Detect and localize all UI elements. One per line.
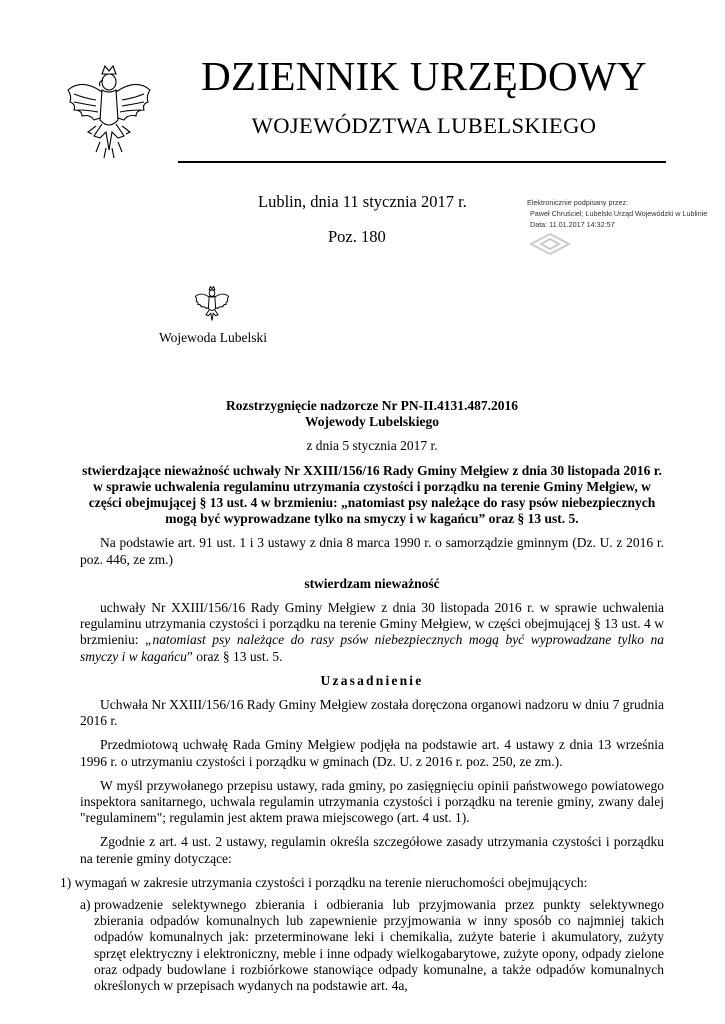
decision-text <box>80 600 664 665</box>
signature-seal-icon <box>529 232 571 256</box>
journal-subtitle: WOJEWÓDZTWA LUBELSKIEGO <box>251 113 597 138</box>
document-issuer: Wojewody Lubelskiego <box>305 414 439 430</box>
document-heading: Rozstrzygnięcie nadzorcze Nr PN-II.4131.487.2016 <box>226 398 518 413</box>
justification-heading: Uzasadnienie <box>320 672 424 688</box>
justification-paragraph: Przedmiotową uchwałę Rada Gminy Mełgiew podjęła na podstawie art. 4 ustawy z dnia 13 września 1996 r. o utrzymaniu czystości i porządku w gminach (Dz. U. z 2016 r. poz. 250, ze zm.). <box>80 737 664 769</box>
decision-text-pre: uchwały Nr XXIII/156/16 Rady Gminy Mełgiew z dnia 30 listopada 2016 r. w sprawie uchwalenia regulaminu utrzymania czystości i porządku na terenie Gminy Mełgiew, w części obejmującej § 13 ust. 4 w brzmieniu: <box>80 600 664 648</box>
decision-quote: „natomiast psy należące do rasy psów niebezpiecznych mogą być wyprowadzane tylko na smyczy i w kagańcu <box>80 632 664 664</box>
justification-paragraph: W myśl przywołanego przepisu ustawy, rada gminy, po zasięgnięciu opinii państwowego powiatowego inspektora sanitarnego, uchwala regulamin utrzymania czystości i porządku na terenie gminy, zwany dalej "regulaminem"; regulamin jest aktem prawa miejscowego (art. 4 ust. 1). <box>80 777 664 826</box>
justification-paragraph: Zgodnie z art. 4 ust. 2 ustawy, regulamin określa szczegółowe zasady utrzymania czystości i porządku na terenie gminy dotyczące: <box>80 834 664 866</box>
sub-list-text: prowadzenie selektywnego zbierania i odbierania lub przyjmowania przez punkty selektywnego zbierania odpadów komunalnych lub zapewnienie przyjmowania w inny sposób co najmniej takich odpadów komunalnych jak: przeterminowane leki i chemikalia, zużyte baterie i akumulatory, zużyty sprzęt elektryczny i elektroniczny, meble i inne odpady wielkogabarytowe, zużyte opony, odpady zielone oraz odpady budowlane i rozbiórkowe stanowiące odpady komunalne, a także odpadów komunalnych określonych w przepisach wydanych na podstawie art. 4a, <box>94 897 664 994</box>
document-body <box>60 398 664 994</box>
header-divider <box>178 161 666 163</box>
legal-basis: Na podstawie art. 91 ust. 1 i 3 ustawy z dnia 8 marca 1990 r. o samorządzie gminnym (Dz. U. z 2016 r. poz. 446, ze zm.) <box>80 535 664 567</box>
signature-date: Data: 11.01.2017 14:32:57 <box>530 220 615 229</box>
signature-label: Elektronicznie podpisany przez: <box>527 198 629 207</box>
declaration: stwierdzam nieważność <box>304 575 440 591</box>
document-subject: stwierdzające nieważność uchwały Nr XXIII/156/16 Rady Gminy Mełgiew z dnia 30 listopada 2016 r. w sprawie uchwalenia regulaminu utrzymania czystości i porządku na terenie Gminy Mełgiew, w części obejmującej § 13 ust. 4 w brzmieniu: „natomiast psy należące do rasy psów niebezpiecznych mogą być wyprowadzane tylko na smyczy i w kagańcu” oraz § 13 ust. 5. <box>82 462 662 527</box>
sub-list-item <box>80 897 664 994</box>
small-eagle-emblem-icon <box>193 284 231 328</box>
position-number: Poz. 180 <box>328 227 386 246</box>
sub-list-marker: a) <box>80 897 91 913</box>
list-item: 1) wymagań w zakresie utrzymania czystości i porządku na terenie nieruchomości obejmujących: <box>60 874 588 890</box>
journal-title: DZIENNIK URZĘDOWY <box>201 53 647 99</box>
issuer-name: Wojewoda Lubelski <box>158 330 267 345</box>
electronic-signature <box>527 197 722 230</box>
decision-text-post: ” oraz § 13 ust. 5. <box>186 648 283 664</box>
eagle-emblem-icon <box>62 60 156 168</box>
publication-date: Lublin, dnia 11 stycznia 2017 r. <box>258 192 467 211</box>
signature-signer: Paweł Chruściel; Lubelski Urząd Wojewódzki w Lublinie <box>530 209 708 218</box>
justification-paragraph: Uchwała Nr XXIII/156/16 Rady Gminy Mełgiew została doręczona organowi nadzoru w dniu 7 grudnia 2016 r. <box>80 697 664 729</box>
document-date: z dnia 5 stycznia 2017 r. <box>306 438 438 454</box>
